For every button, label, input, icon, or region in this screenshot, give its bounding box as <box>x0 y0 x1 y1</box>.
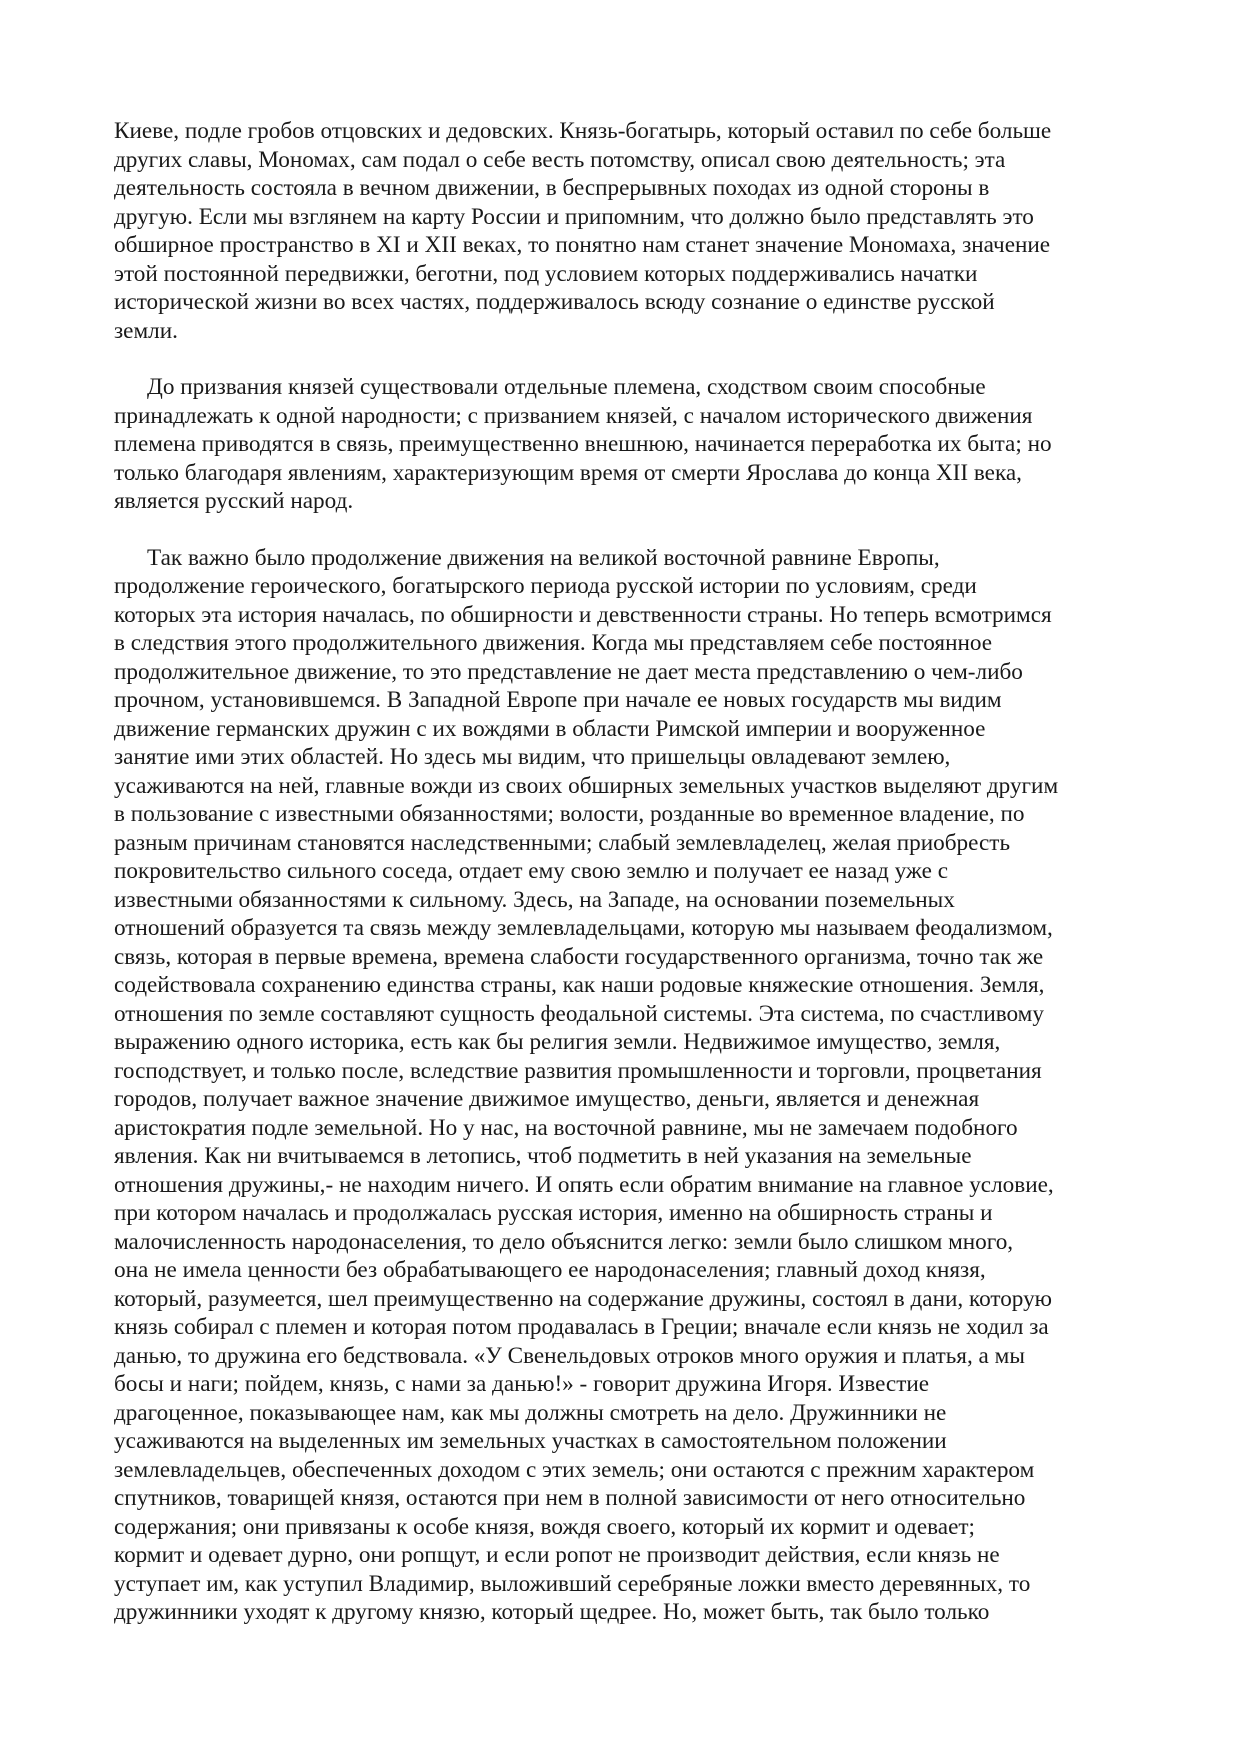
text-line: которых эта история началась, по обширности и девственности страны. Но теперь всмотримся <box>114 601 1052 628</box>
text-line: она не имела ценности без обрабатывающего ее народонаселения; главный доход князя, <box>114 1257 986 1283</box>
text-line: деятельность состояла в вечном движении, в беспрерывных походах из одной стороны в <box>114 175 990 201</box>
text-line: кормит и одевает дурно, они ропщут, и если ропот не производит действия, если князь не <box>114 1542 1000 1568</box>
text-line: в пользование с известными обязанностями; волости, розданные во временное владение, по <box>114 801 1025 827</box>
text-line: драгоценное, показывающее нам, как мы должны смотреть на дело. Дружинники не <box>114 1399 947 1426</box>
text-line: исторической жизни во всех частях, поддерживалось всюду сознание о единстве русской <box>114 289 995 315</box>
text-line: уступает им, как уступил Владимир, выложивший серебряные ложки вместо деревянных, то <box>114 1570 1031 1597</box>
text-line: отношений образуется та связь между землевладельцами, которую мы называем феодализмом, <box>114 915 1053 941</box>
text-line: усаживаются на выделенных им земельных участках в самостоятельном положении <box>114 1428 947 1454</box>
text-line: разным причинам становятся наследственными; слабый землевладелец, желая приобресть <box>114 829 1011 856</box>
paragraph-3 <box>114 544 1130 1627</box>
text-line: выражению одного историка, есть как бы религия земли. Недвижимое имущество, земля, <box>114 1029 1001 1055</box>
text-line: усаживаются на ней, главные вожди из своих обширных земельных участков выделяют другим <box>114 772 1059 799</box>
text-line: этой постоянной передвижки, беготни, под условием которых поддерживались начатки <box>114 260 978 287</box>
text-line: До призвания князей существовали отдельные племена, сходством своим способные <box>147 374 986 400</box>
text-line: при котором началась и продолжалась русская история, именно на обширность страны и <box>114 1200 993 1226</box>
text-line: босы и наги; пойдем, князь, с нами за данью!» - говорит дружина Игоря. Известие <box>114 1371 930 1397</box>
text-line: малочисленность народонаселения, то дело объяснится легко: земли было слишком много, <box>114 1228 1014 1255</box>
text-line: землевладельцев, обеспеченных доходом с этих земель; они остаются с прежним характером <box>114 1456 1035 1483</box>
paragraph-2 <box>114 373 1130 516</box>
text-line: данью, то дружина его бедствовала. «У Свенельдовых отроков много оружия и платья, а мы <box>114 1342 1025 1369</box>
text-line: содействовала сохранению единства страны, как наши родовые княжеские отношения. Земля, <box>114 972 1045 998</box>
text-line: является русский народ. <box>114 488 354 514</box>
text-line: городов, получает важное значение движимое имущество, деньги, является и денежная <box>114 1086 980 1112</box>
text-line: занятие ими этих областей. Но здесь мы видим, что пришельцы овладевают землею, <box>114 744 951 770</box>
text-line: содержания; они привязаны к особе князя, вождя своего, который их кормит и одевает; <box>114 1513 975 1540</box>
text-line: земли. <box>114 317 178 344</box>
text-line: который, разумеется, шел преимущественно на содержание дружины, состоял в дани, которую <box>114 1285 1053 1312</box>
text-line: спутников, товарищей князя, остаются при нем в полной зависимости от него относительно <box>114 1485 1026 1511</box>
text-line: прочном, установившемся. В Западной Европе при начале ее новых государств мы видим <box>114 687 1002 713</box>
text-line: связь, которая в первые времена, времена слабости государственного организма, точно так же <box>114 943 1044 970</box>
text-line: только благодаря явлениям, характеризующим время от смерти Ярослава до конца XII века, <box>114 459 1022 486</box>
text-line: продолжительное движение, то это представление не дает места представлению о чем-либо <box>114 658 1023 685</box>
text-line: продолжение героического, богатырского периода русской истории по условиям, среди <box>114 573 977 599</box>
text-line: отношения дружины,- не находим ничего. И опять если обратим внимание на главное условие, <box>114 1171 1054 1198</box>
text-line: дружинники уходят к другому князю, который щедрее. Но, может быть, так было только <box>114 1599 990 1625</box>
text-line: покровительство сильного соседа, отдает ему свою землю и получает ее назад уже с <box>114 858 949 884</box>
paragraph-1 <box>114 117 1130 345</box>
text-line: отношения по земле составляют сущность феодальной системы. Эта система, по счастливому <box>114 1000 1044 1027</box>
text-line: известными обязанностями к сильному. Здесь, на Западе, на основании поземельных <box>114 886 955 913</box>
text-line: движение германских дружин с их вождями в области Римской империи и вооруженное <box>114 715 986 742</box>
text-line: Киеве, подле гробов отцовских и дедовских. Князь-богатырь, который оставил по себе больше <box>114 118 1052 144</box>
text-line: других славы, Мономах, сам подал о себе весть потомству, описал свою деятельность; эта <box>114 146 1006 173</box>
text-line: обширное пространство в XI и XII веках, то понятно нам станет значение Мономаха, значение <box>114 232 1051 258</box>
text-line: в следствия этого продолжительного движения. Когда мы представляем себе постоянное <box>114 630 993 656</box>
text-line: аристократия подле земельной. Но у нас, на восточной равнине, мы не замечаем подобного <box>114 1114 1018 1141</box>
text-line: явления. Как ни вчитываемся в летопись, чтоб подметить в ней указания на земельные <box>114 1143 972 1169</box>
text-line: племена приводятся в связь, преимущественно внешнюю, начинается переработка их быта; но <box>114 431 1052 457</box>
text-line: другую. Если мы взглянем на карту России и припомним, что должно было представлять это <box>114 203 1034 230</box>
text-line: господствует, и только после, вследствие развития промышленности и торговли, процветания <box>114 1057 1042 1084</box>
text-line: принадлежать к одной народности; с призванием князей, с началом исторического движения <box>114 402 1033 429</box>
text-line: Так важно было продолжение движения на великой восточной равнине Европы, <box>147 544 940 571</box>
document-page <box>114 117 1130 1655</box>
text-line: князь собирал с племен и которая потом продавалась в Греции; вначале если князь не ходил за <box>114 1314 1049 1340</box>
